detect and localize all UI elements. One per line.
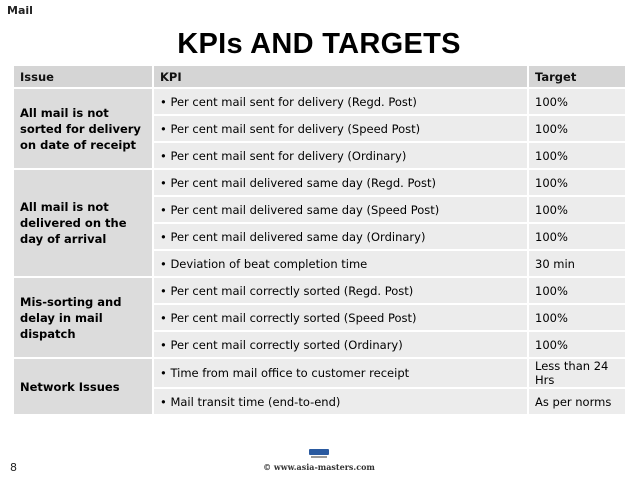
kpi-cell: • Per cent mail sent for delivery (Ordinary) bbox=[153, 142, 528, 169]
page-title: KPIs AND TARGETS bbox=[177, 28, 461, 60]
section-label: Mail bbox=[7, 4, 33, 17]
kpi-cell: • Per cent mail sent for delivery (Regd. Post) bbox=[153, 88, 528, 115]
issue-cell: Mis-sorting and delay in mail dispatch bbox=[13, 277, 153, 358]
target-cell: 100% bbox=[528, 115, 626, 142]
table-header-row bbox=[13, 65, 626, 88]
target-cell: 100% bbox=[528, 223, 626, 250]
kpi-cell: • Per cent mail delivered same day (Ordinary) bbox=[153, 223, 528, 250]
issue-cell: All mail is not sorted for delivery on date of receipt bbox=[13, 88, 153, 169]
target-cell: 100% bbox=[528, 331, 626, 358]
kpi-cell: • Per cent mail delivered same day (Speed Post) bbox=[153, 196, 528, 223]
target-cell: 100% bbox=[528, 169, 626, 196]
kpi-cell: • Per cent mail correctly sorted (Regd. Post) bbox=[153, 277, 528, 304]
issue-cell: Network Issues bbox=[13, 358, 153, 415]
kpi-cell: • Deviation of beat completion time bbox=[153, 250, 528, 277]
kpi-cell: • Time from mail office to customer receipt bbox=[153, 358, 528, 388]
column-header-issue: Issue bbox=[13, 65, 153, 88]
kpi-cell: • Per cent mail correctly sorted (Speed Post) bbox=[153, 304, 528, 331]
target-cell: 100% bbox=[528, 88, 626, 115]
asia-masters-logo-icon bbox=[307, 448, 331, 460]
target-cell: 30 min bbox=[528, 250, 626, 277]
kpi-cell: • Per cent mail delivered same day (Regd. Post) bbox=[153, 169, 528, 196]
footer bbox=[0, 448, 638, 472]
target-cell: 100% bbox=[528, 304, 626, 331]
kpi-cell: • Per cent mail sent for delivery (Speed Post) bbox=[153, 115, 528, 142]
table-row bbox=[13, 169, 626, 196]
target-cell: 100% bbox=[528, 196, 626, 223]
target-cell: Less than 24 Hrs bbox=[528, 358, 626, 388]
kpi-cell: • Mail transit time (end-to-end) bbox=[153, 388, 528, 415]
column-header-kpi: KPI bbox=[153, 65, 528, 88]
table-row bbox=[13, 277, 626, 304]
kpi-cell: • Per cent mail correctly sorted (Ordinary) bbox=[153, 331, 528, 358]
copyright-text: © www.asia-masters.com bbox=[263, 462, 375, 472]
target-cell: As per norms bbox=[528, 388, 626, 415]
page-number: 8 bbox=[10, 461, 17, 474]
kpi-table bbox=[12, 64, 627, 416]
table-row bbox=[13, 358, 626, 388]
target-cell: 100% bbox=[528, 142, 626, 169]
target-cell: 100% bbox=[528, 277, 626, 304]
column-header-target: Target bbox=[528, 65, 626, 88]
issue-cell: All mail is not delivered on the day of arrival bbox=[13, 169, 153, 277]
table-row bbox=[13, 88, 626, 115]
